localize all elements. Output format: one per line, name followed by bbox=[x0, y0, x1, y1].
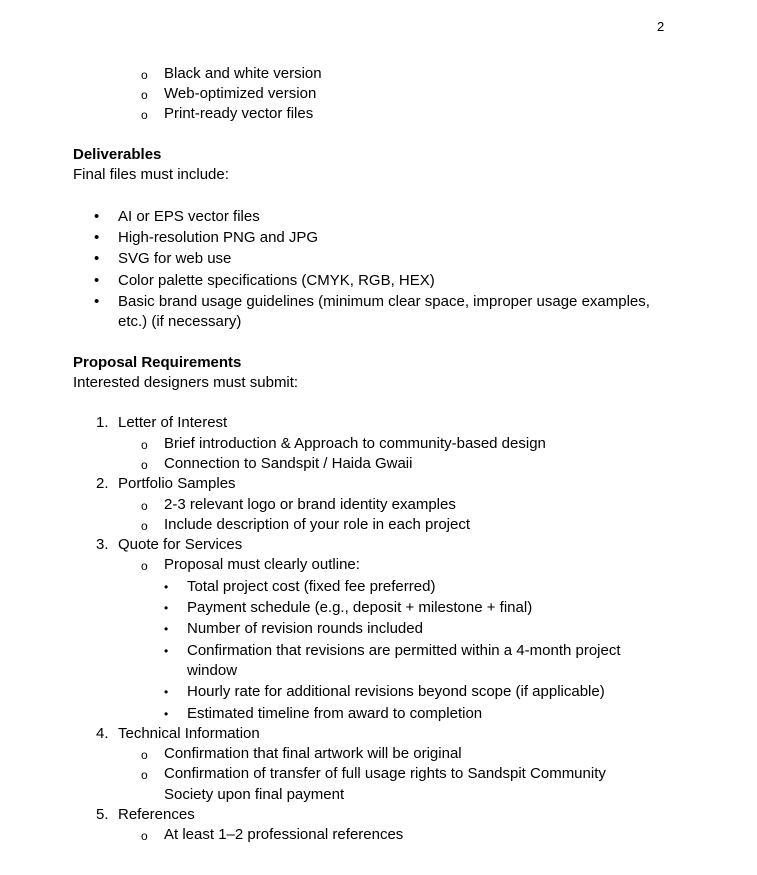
sub-sub-item: Estimated timeline from award to completion bbox=[187, 705, 483, 722]
bullet-icon: • bbox=[164, 644, 169, 658]
sub-sub-item: Confirmation that revisions are permitted within a 4-month project bbox=[187, 642, 621, 659]
sub-sub-item-continued: window bbox=[187, 662, 238, 679]
sub-item: Brief introduction & Approach to community-based design bbox=[164, 435, 546, 452]
bullet-icon: • bbox=[164, 601, 169, 615]
list-number: 3. bbox=[96, 536, 109, 553]
section-title: Quote for Services bbox=[118, 536, 243, 553]
sub-sub-item: Total project cost (fixed fee preferred) bbox=[187, 578, 436, 595]
sub-item-continued: Society upon final payment bbox=[164, 786, 345, 803]
sub-item: Connection to Sandspit / Haida Gwaii bbox=[164, 455, 413, 472]
list-item: Color palette specifications (CMYK, RGB, HEX) bbox=[118, 272, 435, 289]
page-number: 2 bbox=[657, 19, 665, 34]
bullet-icon: • bbox=[164, 622, 169, 636]
list-number: 2. bbox=[96, 475, 109, 492]
bullet-icon: • bbox=[164, 685, 169, 699]
list-item: Basic brand usage guidelines (minimum clear space, improper usage examples, bbox=[118, 293, 650, 310]
circle-bullet-icon: o bbox=[141, 458, 148, 472]
bullet-icon: • bbox=[94, 208, 100, 225]
section-title: References bbox=[118, 806, 195, 823]
sub-sub-item: Number of revision rounds included bbox=[187, 620, 423, 637]
proposal-intro: Interested designers must submit: bbox=[73, 374, 299, 391]
bullet-icon: • bbox=[94, 229, 100, 246]
sub-item: At least 1–2 professional references bbox=[164, 826, 404, 843]
list-item: Print-ready vector files bbox=[164, 105, 314, 122]
sub-item: Proposal must clearly outline: bbox=[164, 556, 360, 573]
list-number: 4. bbox=[96, 725, 109, 742]
circle-bullet-icon: o bbox=[141, 748, 148, 762]
list-number: 5. bbox=[96, 806, 109, 823]
circle-bullet-icon: o bbox=[141, 108, 148, 122]
circle-bullet-icon: o bbox=[141, 519, 148, 533]
list-number: 1. bbox=[96, 414, 109, 431]
list-item-continued: etc.) (if necessary) bbox=[118, 313, 242, 330]
list-item: SVG for web use bbox=[118, 250, 232, 267]
circle-bullet-icon: o bbox=[141, 559, 148, 573]
list-item: Black and white version bbox=[164, 65, 322, 82]
sub-sub-item: Hourly rate for additional revisions beyond scope (if applicable) bbox=[187, 683, 605, 700]
circle-bullet-icon: o bbox=[141, 438, 148, 452]
section-title: Letter of Interest bbox=[118, 414, 228, 431]
proposal-heading: Proposal Requirements bbox=[73, 354, 242, 371]
circle-bullet-icon: o bbox=[141, 88, 148, 102]
deliverables-heading: Deliverables bbox=[73, 146, 162, 163]
sub-item: Include description of your role in each project bbox=[164, 516, 471, 533]
bullet-icon: • bbox=[94, 272, 100, 289]
list-item: Web-optimized version bbox=[164, 85, 317, 102]
sub-item: 2-3 relevant logo or brand identity examples bbox=[164, 496, 456, 513]
sub-sub-item: Payment schedule (e.g., deposit + milestone + final) bbox=[187, 599, 533, 616]
list-item: AI or EPS vector files bbox=[118, 208, 260, 225]
bullet-icon: • bbox=[94, 293, 100, 310]
list-item: High-resolution PNG and JPG bbox=[118, 229, 319, 246]
sub-item: Confirmation of transfer of full usage rights to Sandspit Community bbox=[164, 765, 606, 782]
bullet-icon: • bbox=[164, 580, 169, 594]
section-title: Technical Information bbox=[118, 725, 260, 742]
sub-item: Confirmation that final artwork will be original bbox=[164, 745, 462, 762]
bullet-icon: • bbox=[164, 707, 169, 721]
section-title: Portfolio Samples bbox=[118, 475, 236, 492]
bullet-icon: • bbox=[94, 250, 100, 267]
circle-bullet-icon: o bbox=[141, 499, 148, 513]
deliverables-intro: Final files must include: bbox=[73, 166, 229, 183]
circle-bullet-icon: o bbox=[141, 829, 148, 843]
circle-bullet-icon: o bbox=[141, 68, 148, 82]
circle-bullet-icon: o bbox=[141, 768, 148, 782]
